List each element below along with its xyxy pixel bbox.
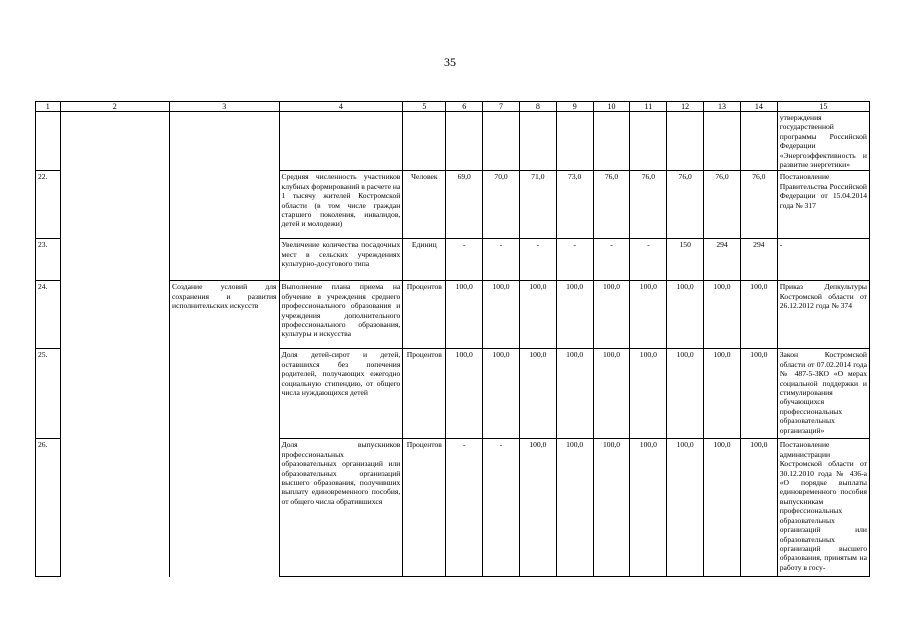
page-number: 35	[444, 55, 456, 69]
table-header-row	[36, 102, 870, 112]
value-cell	[593, 112, 630, 171]
header-cell: 5	[403, 102, 446, 112]
header-cell: 6	[446, 102, 483, 112]
unit-cell: Процентов	[403, 349, 446, 439]
value-cell: 70,0	[483, 171, 520, 239]
row-number	[36, 112, 61, 171]
value-cell: 73,0	[556, 171, 593, 239]
header-cell: 3	[170, 102, 279, 112]
value-cell: 76,0	[704, 171, 741, 239]
value-cell: 76,0	[630, 171, 667, 239]
value-cell: 100,0	[446, 349, 483, 439]
value-cell: 100,0	[556, 439, 593, 577]
unit-cell: Процентов	[403, 439, 446, 577]
value-cell: -	[483, 239, 520, 281]
basis-cell: Постановление Правительства Российской Федерации от 15.04.2014 года № 317	[777, 171, 869, 239]
value-cell: 100,0	[667, 349, 704, 439]
value-cell: 294	[704, 239, 741, 281]
value-cell: 100,0	[593, 281, 630, 349]
value-cell	[630, 112, 667, 171]
value-cell: 100,0	[630, 281, 667, 349]
unit-cell: Процентов	[403, 281, 446, 349]
header-cell: 10	[593, 102, 630, 112]
goal-cell	[60, 112, 169, 577]
unit-cell	[403, 112, 446, 171]
value-cell: 69,0	[446, 171, 483, 239]
header-cell: 15	[777, 102, 869, 112]
value-cell: -	[556, 239, 593, 281]
value-cell: -	[630, 239, 667, 281]
value-cell: 100,0	[483, 349, 520, 439]
basis-cell: утверждения государственной программы Российской Федерации «Энергоэффективность и развитие энергетики»	[777, 112, 869, 171]
value-cell: 100,0	[630, 439, 667, 577]
basis-cell: Постановление администрации Костромской области от 30.12.2010 года № 436-а «О порядке выплаты единовременного пособия выпускникам профессиональных образовательных организаций или образовательных организаций высшего образования, принятым на работу в госу-	[777, 439, 869, 577]
row-number: 26.	[36, 439, 61, 577]
value-cell: 100,0	[740, 349, 777, 439]
header-cell: 13	[704, 102, 741, 112]
indicator-name: Средняя численность участников клубных формирований в расчете на 1 тысячу жителей Костромской области (в том числе граждан старшего поколения, инвалидов, детей и молодежи)	[279, 171, 403, 239]
value-cell: -	[483, 439, 520, 577]
row-number: 23.	[36, 239, 61, 281]
indicator-name: Доля выпускников профессиональных образовательных организаций или образовательных организаций высшего образования, получивших выплату единовременного пособия, от общего числа обратившихся	[279, 439, 403, 577]
value-cell: 100,0	[704, 439, 741, 577]
row-number: 22.	[36, 171, 61, 239]
basis-cell: Приказ Депкультуры Костромской области от 26.12.2012 года № 374	[777, 281, 869, 349]
header-cell: 4	[279, 102, 403, 112]
value-cell: -	[446, 439, 483, 577]
value-cell: -	[519, 239, 556, 281]
value-cell: -	[593, 239, 630, 281]
value-cell: 100,0	[446, 281, 483, 349]
indicator-name	[279, 112, 403, 171]
value-cell: -	[446, 239, 483, 281]
value-cell	[704, 112, 741, 171]
indicators-table	[35, 101, 870, 577]
value-cell: 100,0	[740, 281, 777, 349]
task-cell	[170, 112, 279, 281]
value-cell	[519, 112, 556, 171]
indicator-name: Увеличение количества посадочных мест в сельских учреждениях культурно-досугового типа	[279, 239, 403, 281]
value-cell	[740, 112, 777, 171]
value-cell: 294	[740, 239, 777, 281]
value-cell	[446, 112, 483, 171]
indicator-name: Доля детей-сирот и детей, оставшихся без попечения родителей, получающих ежегодно социальную стипендию, от общего числа нуждающихся детей	[279, 349, 403, 439]
header-cell: 8	[519, 102, 556, 112]
value-cell: 100,0	[556, 349, 593, 439]
header-cell: 1	[36, 102, 61, 112]
header-cell: 9	[556, 102, 593, 112]
basis-cell: -	[777, 239, 869, 281]
row-number: 24.	[36, 281, 61, 349]
value-cell: 76,0	[593, 171, 630, 239]
indicator-name: Выполнение плана приема на обучение в учреждения среднего профессионального образования и учреждения дополнительного профессионального образования, культуры и искусства	[279, 281, 403, 349]
header-cell: 7	[483, 102, 520, 112]
value-cell: 100,0	[667, 281, 704, 349]
header-cell: 2	[60, 102, 169, 112]
basis-cell: Закон Костромской области от 07.02.2014 года № 487-5-ЗКО «О мерах социальной поддержки и стимулирования обучающихся профессиональных образовательных организаций»	[777, 349, 869, 439]
value-cell: 100,0	[593, 439, 630, 577]
value-cell: 100,0	[704, 281, 741, 349]
value-cell: 76,0	[740, 171, 777, 239]
task-cell: Создание условий для сохранения и развития исполнительских искусств	[170, 281, 279, 577]
value-cell	[483, 112, 520, 171]
value-cell	[556, 112, 593, 171]
table-row	[36, 112, 870, 171]
value-cell: 100,0	[740, 439, 777, 577]
value-cell: 100,0	[630, 349, 667, 439]
value-cell: 100,0	[704, 349, 741, 439]
value-cell: 76,0	[667, 171, 704, 239]
value-cell: 100,0	[483, 281, 520, 349]
value-cell: 100,0	[556, 281, 593, 349]
unit-cell: Единиц	[403, 239, 446, 281]
value-cell: 71,0	[519, 171, 556, 239]
value-cell: 100,0	[667, 439, 704, 577]
row-number: 25.	[36, 349, 61, 439]
value-cell	[667, 112, 704, 171]
unit-cell: Человек	[403, 171, 446, 239]
value-cell: 100,0	[519, 281, 556, 349]
value-cell: 100,0	[519, 349, 556, 439]
value-cell: 100,0	[593, 349, 630, 439]
value-cell: 100,0	[519, 439, 556, 577]
header-cell: 11	[630, 102, 667, 112]
value-cell: 150	[667, 239, 704, 281]
header-cell: 12	[667, 102, 704, 112]
header-cell: 14	[740, 102, 777, 112]
